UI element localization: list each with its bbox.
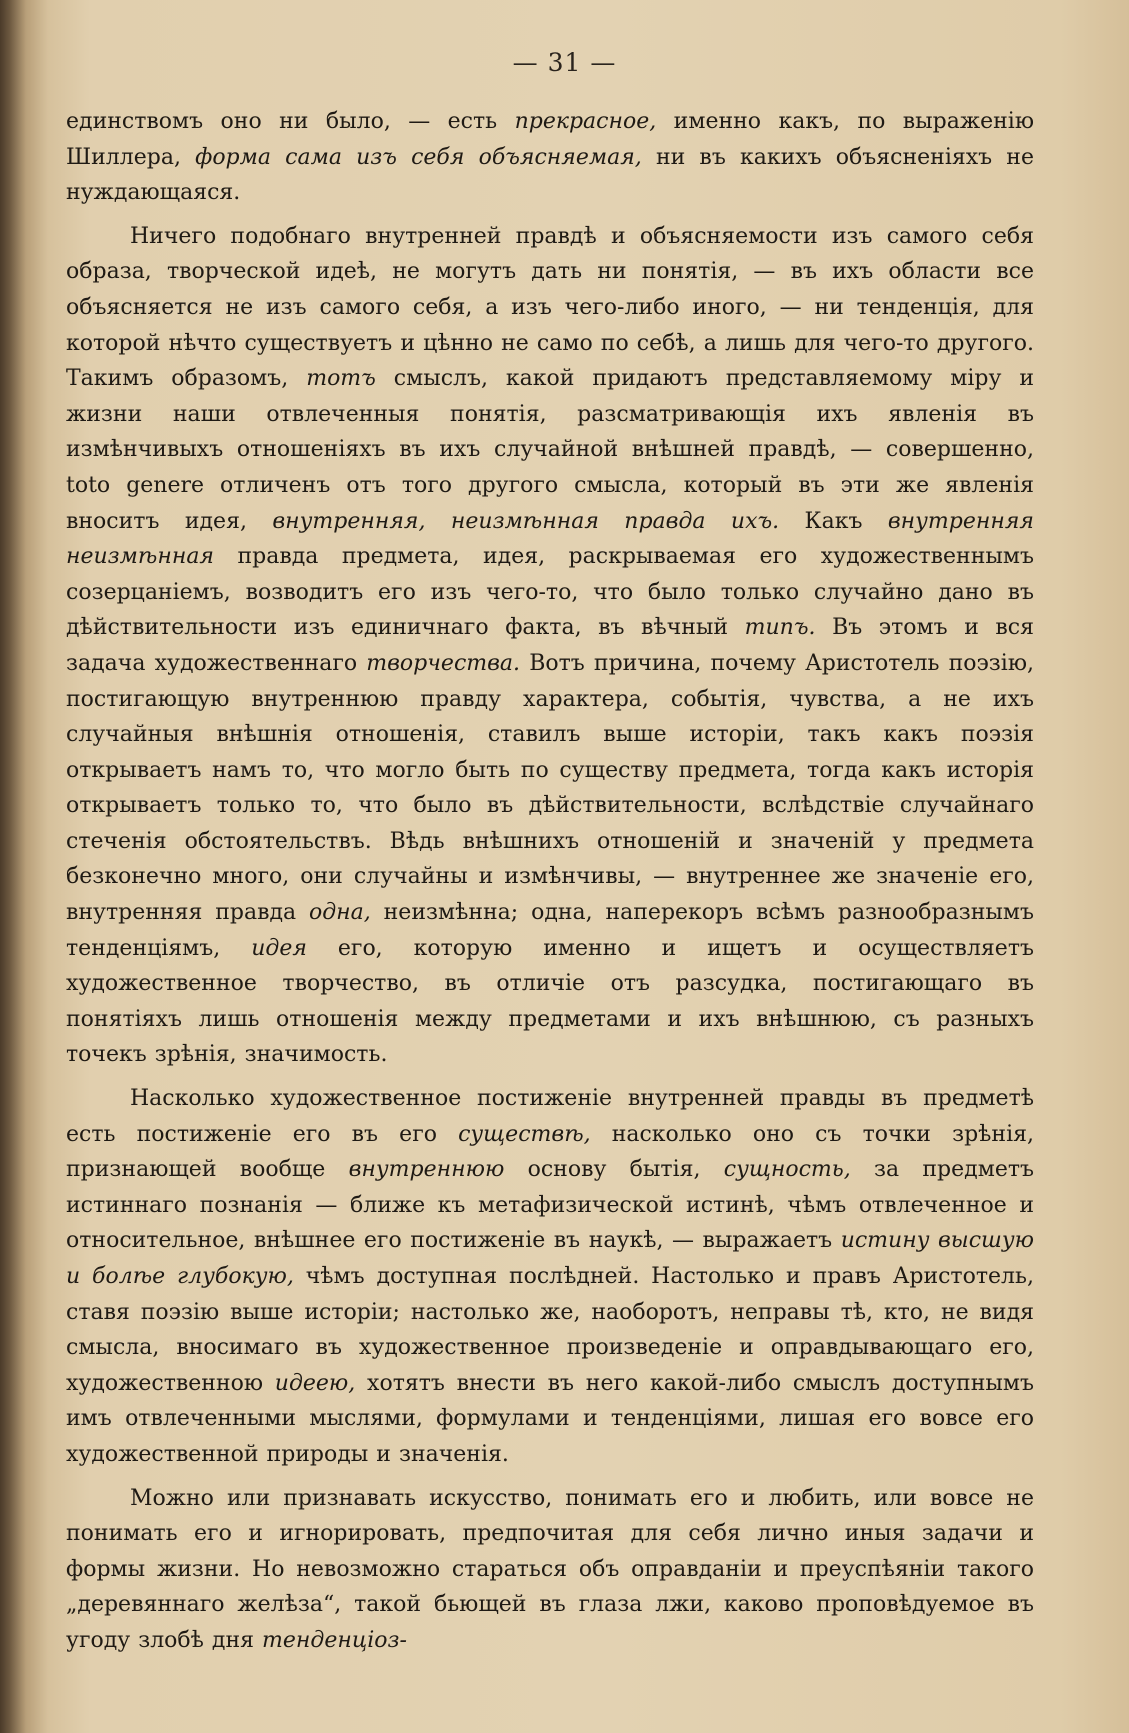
italic-emphasis: идея <box>251 935 307 961</box>
italic-emphasis: тотъ <box>306 366 376 392</box>
page-number: — 31 — <box>512 48 617 77</box>
body-text <box>66 104 1034 1667</box>
italic-quote-schiller: форма сама изъ себя объясняемая, <box>195 144 642 170</box>
italic-term-prekrasnoe: прекрасное, <box>514 109 657 134</box>
italic-emphasis: творчества. <box>366 650 521 676</box>
italic-emphasis: существѣ, <box>458 1121 591 1147</box>
paragraph-2-text: Въ этомъ и вся задача художественнаго <box>66 615 1034 676</box>
paragraph-4 <box>66 1481 1034 1659</box>
paragraph-1-text: единствомъ оно ни было, — есть <box>66 109 515 134</box>
italic-emphasis: внутренняя неизмѣнная <box>66 508 1034 570</box>
italic-emphasis: сущность, <box>723 1157 851 1183</box>
paragraph-3-text: основу бытія, <box>504 1157 724 1183</box>
paragraph-4-text: Можно или признавать искусство, понимать его и любить, или вовсе не понимать его и игнорировать, предпочитая для себя лично иныя задачи и формы жизни. Но невозможно стараться объ оправданіи и преуспѣяніи такого „деревяннаго желѣза“, такой бьющей въ глаза лжи, каково проповѣдуемое въ угоду злобѣ дня <box>66 1485 1034 1653</box>
paragraph-3-text: Насколько художественное постиженіе внутренней правды въ предметѣ есть постиженіе его въ его <box>66 1086 1034 1147</box>
italic-emphasis: типъ. <box>744 615 816 641</box>
paragraph-3-text: хотятъ внести въ него какой-либо смыслъ доступнымъ имъ отвлеченными мыслями, формулами и тенденціями, лишая его вовсе его художественной природы и значенія. <box>66 1370 1034 1467</box>
paragraph-3-text: за предметъ истиннаго познанія — ближе къ метафизической истинѣ, чѣмъ отвлеченное и относительное, внѣшнее его постиженіе въ наукѣ, — выражаетъ <box>66 1157 1035 1254</box>
paragraph-2-text: Вотъ причина, почему Аристотель поэзію, постигающую внутреннюю правду характера, событія, чувства, а не ихъ случайныя внѣшнія отношенія, ставилъ выше исторіи, такъ какъ поэзія открываетъ намъ то, что могло быть по существу предмета, тогда какъ исторія открываетъ только то, что было въ дѣйствительности, вслѣдствіе случайнаго стеченія обстоятельствъ. Вѣдь внѣшнихъ отношеній и значеній у предмета безконечно много, они случайны и измѣнчивы, — внутреннее же значеніе его, внутренняя правда <box>66 650 1034 926</box>
paragraph-2-text: смыслъ, какой придаютъ представляемому міру и жизни наши отвлеченныя понятія, разсматривающія ихъ явленія въ измѣнчивыхъ отношеніяхъ въ ихъ случайной внѣшней правдѣ, — совершенно, toto genere отличенъ отъ того другого смысла, который въ эти же явленія вноситъ идея, <box>66 366 1034 534</box>
paragraph-1-text: именно какъ, по выраженію Шиллера, <box>66 109 1034 170</box>
paragraph-2-text: его, которую именно и ищетъ и осуществляетъ художественное творчество, въ отличіе отъ разсудка, постигающаго въ понятіяхъ лишь отношенія между предметами и ихъ внѣшнюю, съ разныхъ точекъ зрѣнія, значимость. <box>66 935 1034 1068</box>
italic-emphasis: одна, <box>308 900 371 926</box>
paragraph-2-text: Какъ <box>779 508 888 534</box>
italic-emphasis: внутреннюю <box>348 1157 505 1183</box>
paragraph-2-text: правда предмета, идея, раскрываемая его художественнымъ созерцаніемъ, возводитъ его изъ чего-то, что было только случайно дано въ дѣйствительности изъ единичнаго факта, въ вѣчный <box>66 544 1034 641</box>
italic-emphasis: идеею, <box>274 1370 356 1396</box>
paragraph-2-text: неизмѣнна; одна, наперекоръ всѣмъ разнообразнымъ тенденціямъ, <box>66 900 1034 961</box>
paragraph-1 <box>66 104 1034 211</box>
paragraph-3 <box>66 1081 1034 1473</box>
paragraph-3-text: насколько оно съ точки зрѣнія, признающей вообще <box>66 1121 1034 1183</box>
paragraph-2-text: Ничего подобнаго внутренней правдѣ и объясняемости изъ самого себя образа, творческой идеѣ, не могутъ дать ни понятія, — въ ихъ области все объясняется не изъ самого себя, а изъ чего-либо иного, — ни тенденція, для которой нѣчто существуетъ и цѣнно не само по себѣ, а лишь для чего-то другого. Такимъ образомъ, <box>66 223 1034 392</box>
italic-emphasis: тенденціоз- <box>262 1627 407 1653</box>
paragraph-3-text: чѣмъ доступная послѣдней. Настолько и правъ Аристотель, ставя поэзію выше исторіи; настолько же, наоборотъ, неправы тѣ, кто, не видя смысла, вносимаго въ художественное произведеніе и оправдывающаго его, художественною <box>66 1264 1034 1396</box>
paragraph-2 <box>66 219 1034 1073</box>
italic-emphasis: истину высшую и болѣе глубокую, <box>66 1228 1035 1289</box>
italic-emphasis: внутренняя, неизмѣнная правда ихъ. <box>272 508 780 534</box>
paragraph-1-text: ни въ какихъ объясненіяхъ не нуждающаяся. <box>66 144 1034 206</box>
